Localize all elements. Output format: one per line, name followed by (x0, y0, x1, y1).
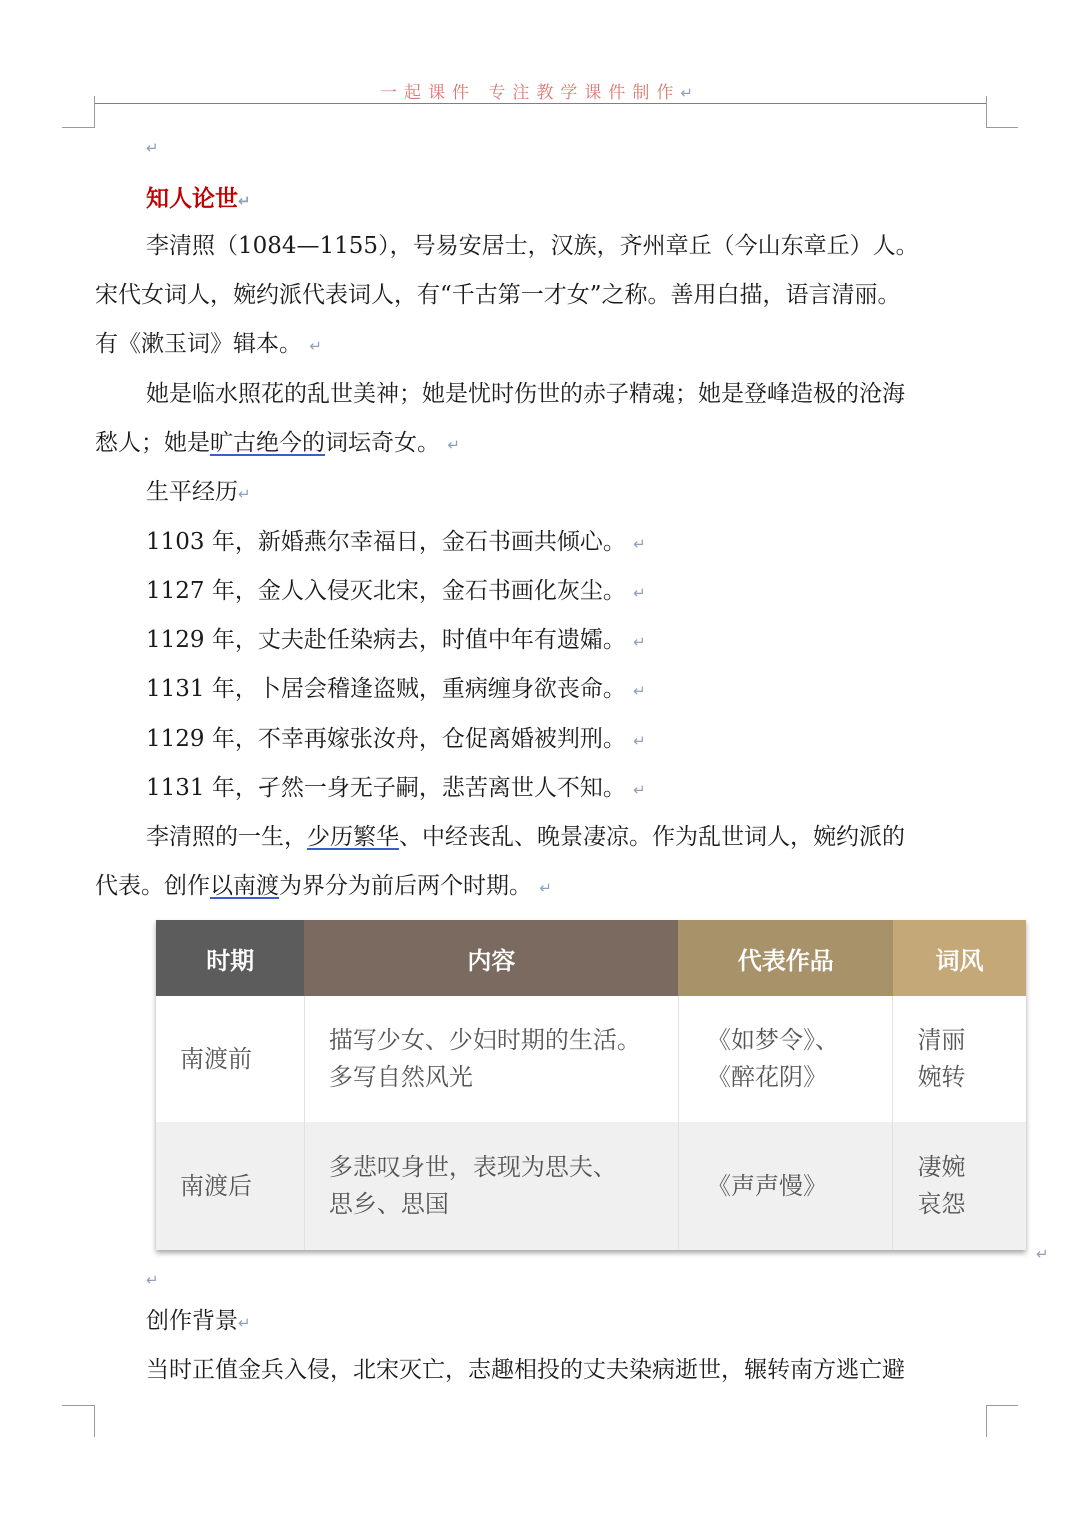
summary-text: 李清照的一生， (146, 824, 307, 850)
header-works (678, 920, 892, 996)
header-period (156, 920, 304, 996)
page-header (0, 78, 1080, 103)
summary-line-2 (95, 862, 552, 913)
period-text: 南渡前 (180, 1044, 252, 1073)
paragraph-mark: ↵ (1036, 1245, 1049, 1263)
header-style (893, 920, 1026, 996)
summary-text: 代表。创作 (95, 873, 210, 899)
background-heading (146, 1297, 251, 1348)
paragraph-mark: ↵ (146, 139, 159, 157)
paragraph-mark: ↵ (447, 436, 460, 454)
paragraph-mark: ↵ (238, 192, 251, 210)
paragraph-mark: ↵ (309, 337, 322, 355)
empty-paragraph (146, 122, 159, 173)
content-line: 思乡、思国 (328, 1190, 449, 1218)
crop-mark-bottom-right-h (986, 1405, 1018, 1406)
career-item (146, 764, 646, 815)
period-text: 南渡后 (180, 1171, 252, 1200)
career-item (146, 616, 646, 667)
works-line: 《醉花阴》 (706, 1063, 827, 1091)
cell-works (678, 996, 892, 1122)
crop-mark-bottom-right-v (986, 1405, 987, 1437)
background-line-1 (146, 1346, 986, 1395)
bio-line-1 (146, 222, 986, 271)
career-heading-text: 生平经历 (146, 479, 238, 505)
career-item-text: 1131 年，孑然一身无子嗣，悲苦离世人不知。 (146, 775, 626, 801)
bio-line-2 (95, 271, 986, 320)
header-text: 一起课件 专注教学课件制作 (380, 83, 681, 103)
paragraph-mark: ↵ (539, 879, 552, 897)
style-line: 凄婉 (917, 1153, 966, 1181)
works-line: 《如梦令》、 (706, 1026, 839, 1054)
paragraph-mark: ↵ (680, 84, 700, 102)
paragraph-mark: ↵ (633, 781, 646, 799)
career-item (146, 518, 646, 569)
cell-works (678, 1122, 892, 1250)
header-label: 内容 (467, 946, 516, 975)
underlined-phrase: 少历繁华 (307, 824, 399, 850)
header-label: 词风 (935, 946, 984, 975)
header-label: 代表作品 (737, 946, 834, 975)
praise-text: 她是临水照花的乱世美神；她是忧时伤世的赤子精魂；她是登峰造极的沧海 (146, 381, 905, 407)
career-item (146, 567, 646, 618)
content-line: 多写自然风光 (328, 1063, 473, 1091)
table-end-mark (1036, 1228, 1049, 1279)
underlined-phrase: 旷古绝今的 (210, 430, 325, 456)
background-heading-text: 创作背景 (146, 1308, 238, 1334)
header-content (304, 920, 678, 996)
bio-line-3 (95, 320, 322, 371)
cell-period (156, 996, 304, 1122)
crop-mark-bottom-left-h (62, 1405, 94, 1406)
cell-style (893, 1122, 1026, 1250)
praise-text: 词坛奇女。 (325, 430, 440, 456)
crop-mark-top-right-h (986, 127, 1018, 128)
section-title (146, 174, 251, 226)
paragraph-mark: ↵ (238, 485, 251, 503)
underlined-phrase: 以南渡 (210, 873, 279, 899)
summary-text: 、中经丧乱、晚景凄凉。作为乱世词人，婉约派的 (399, 824, 905, 850)
bio-text: 李清照（1084—1155），号易安居士，汉族，齐州章丘（今山东章丘）人。 (146, 233, 919, 259)
crop-mark-top-left-h (62, 127, 94, 128)
career-item-text: 1129 年，不幸再嫁张汝舟，仓促离婚被判刑。 (146, 726, 626, 752)
paragraph-mark: ↵ (633, 633, 646, 651)
header-label: 时期 (206, 946, 255, 975)
career-heading (146, 468, 251, 519)
cell-content (304, 1122, 678, 1250)
praise-line-2 (95, 419, 460, 470)
paragraph-mark: ↵ (238, 1314, 251, 1332)
works-line: 《声声慢》 (706, 1171, 827, 1200)
style-line: 清丽 (917, 1026, 966, 1054)
summary-line-1 (146, 813, 905, 862)
career-item-text: 1103 年，新婚燕尔幸福日，金石书画共倾心。 (146, 529, 626, 555)
bio-text: 有《漱玉词》辑本。 (95, 331, 302, 357)
career-item (146, 665, 646, 716)
career-item-text: 1127 年，金人入侵灭北宋，金石书画化灰尘。 (146, 578, 626, 604)
paragraph-mark: ↵ (633, 584, 646, 602)
style-line: 婉转 (917, 1063, 966, 1091)
header-rule (95, 103, 986, 104)
paragraph-mark: ↵ (633, 682, 646, 700)
praise-text: 愁人；她是 (95, 430, 210, 456)
section-title-text: 知人论世 (146, 185, 238, 212)
content-line: 多悲叹身世，表现为思夫、 (328, 1153, 617, 1181)
background-text: 当时正值金兵入侵，北宋灭亡，志趣相投的丈夫染病逝世，辗转南方逃亡避 (146, 1357, 905, 1383)
table-header-row (156, 920, 1026, 996)
summary-text: 为界分为前后两个时期。 (279, 873, 532, 899)
paragraph-mark: ↵ (146, 1271, 159, 1289)
cell-style (893, 996, 1026, 1122)
crop-mark-bottom-left-v (94, 1405, 95, 1437)
table-row (156, 996, 1026, 1122)
cell-content (304, 996, 678, 1122)
career-item (146, 715, 646, 766)
paragraph-mark: ↵ (633, 535, 646, 553)
style-line: 哀怨 (917, 1190, 966, 1218)
table-row (156, 1122, 1026, 1250)
career-item-text: 1131 年，卜居会稽逢盗贼，重病缠身欲丧命。 (146, 676, 626, 702)
period-table (156, 920, 1026, 1250)
paragraph-mark: ↵ (633, 732, 646, 750)
praise-line-1 (146, 370, 986, 419)
bio-text: 宋代女词人，婉约派代表词人，有“千古第一才女”之称。善用白描，语言清丽。 (95, 282, 901, 308)
content-line: 描写少女、少妇时期的生活。 (328, 1026, 641, 1054)
cell-period (156, 1122, 304, 1250)
career-item-text: 1129 年，丈夫赴任染病去，时值中年有遗孀。 (146, 627, 626, 653)
